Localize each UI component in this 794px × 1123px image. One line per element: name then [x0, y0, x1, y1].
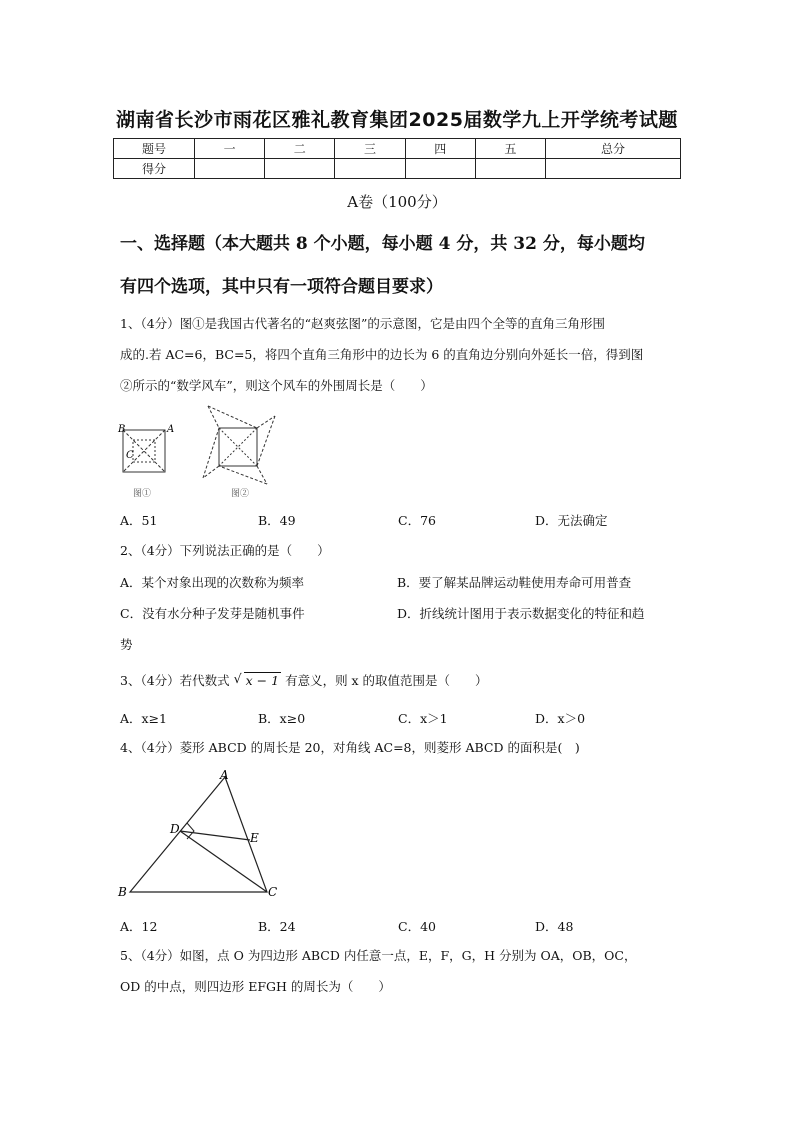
q4-label-a: A [220, 768, 229, 782]
sqrt-icon: √ [233, 671, 242, 686]
fig1-label-a: A [167, 424, 175, 435]
score-cell [265, 159, 335, 179]
q3-radicand: x − 1 [245, 673, 280, 688]
q2-option-d-cont: 势 [120, 637, 133, 652]
score-cell [475, 159, 545, 179]
q2-option-c: C．没有水分种子发芽是随机事件 [120, 606, 305, 621]
score-table-header-row [114, 139, 681, 159]
q1-line: 成的.若 AC=6，BC=5，将四个直角三角形中的边长为 6 的直角边分别向外延长一倍，得到图 [120, 347, 644, 362]
score-header-cell: 一 [195, 139, 265, 159]
score-table-row [114, 159, 681, 179]
q3-option-a: A．x≥1 [120, 711, 168, 726]
score-cell [195, 159, 265, 179]
q3-stem-post: 有意义，则 x 的取值范围是（ ） [285, 673, 488, 688]
part1-heading-line: 一、选择题（本大题共 8 个小题，每小题 4 分，共 32 分，每小题均 [120, 234, 645, 254]
q4-option-d: D．48 [535, 919, 574, 934]
question-3-stem [120, 665, 680, 696]
q1-line: ②所示的“数学风车”，则这个风车的外围周长是（ ） [120, 378, 433, 393]
score-header-cell: 五 [475, 139, 545, 159]
exam-title: 湖南省长沙市雨花区雅礼教育集团2025届数学九上开学统考试题 [116, 109, 678, 131]
q3-option-b: B．x≥0 [258, 711, 306, 726]
question-5 [120, 940, 680, 1002]
score-header-cell: 题号 [114, 139, 195, 159]
score-header-cell: 总分 [546, 139, 681, 159]
score-header-cell: 二 [265, 139, 335, 159]
q4-figure [110, 765, 300, 900]
q1-option-d: D．无法确定 [535, 513, 608, 528]
q4-option-c: C．40 [398, 919, 436, 934]
q2-option-b: B．要了解某品牌运动鞋使用寿命可用普查 [397, 575, 632, 590]
score-cell [405, 159, 475, 179]
q4-label-b: B [118, 885, 127, 899]
q2-option-d: D．折线统计图用于表示数据变化的特征和趋 [397, 606, 645, 621]
q1-option-c: C．76 [398, 513, 436, 528]
score-header-cell: 三 [335, 139, 405, 159]
fig1-label-c: C [126, 450, 134, 461]
q4-label-e: E [250, 831, 259, 845]
q2-option-a: A．某个对象出现的次数称为频率 [120, 575, 305, 590]
q5-line: OD 的中点，则四边形 EFGH 的周长为（ ） [120, 979, 391, 994]
q1-line: 1、（4分）图①是我国古代著名的“赵爽弦图”的示意图，它是由四个全等的直角三角形围 [120, 316, 605, 331]
part1-heading [120, 224, 680, 307]
score-table [113, 138, 681, 179]
question-1 [120, 308, 680, 401]
section-title: A卷（100分） [347, 193, 447, 211]
q1-option-a: A．51 [120, 513, 158, 528]
fig1-caption: 图① [133, 489, 152, 499]
q1-figures [115, 402, 295, 502]
question-4-stem: 4、（4分）菱形 ABCD 的周长是 20，对角线 AC=8，则菱形 ABCD 的面积是( ) [120, 740, 580, 755]
part1-heading-line: 有四个选项，其中只有一项符合题目要求） [120, 277, 443, 297]
q4-option-a: A．12 [120, 919, 158, 934]
fig2-caption: 图② [231, 489, 250, 499]
fig1-label-b: B [118, 424, 126, 435]
q4-option-b: B．24 [258, 919, 296, 934]
score-header-cell: 四 [405, 139, 475, 159]
q3-stem-pre: 3、（4分）若代数式 [120, 673, 230, 688]
question-2-stem: 2、（4分）下列说法正确的是（ ） [120, 543, 330, 558]
q1-option-b: B．49 [258, 513, 296, 528]
q3-option-d: D．x＞0 [535, 711, 586, 726]
q3-sqrt-expression [234, 665, 281, 696]
score-cell [335, 159, 405, 179]
q3-option-c: C．x＞1 [398, 711, 448, 726]
score-row-label: 得分 [114, 159, 195, 179]
score-cell [546, 159, 681, 179]
q4-label-d: D [170, 822, 180, 836]
q5-line: 5、（4分）如图，点 O 为四边形 ABCD 内任意一点，E，F，G，H 分别为 OA，OB，OC， [120, 948, 637, 963]
q4-label-c: C [268, 885, 278, 899]
